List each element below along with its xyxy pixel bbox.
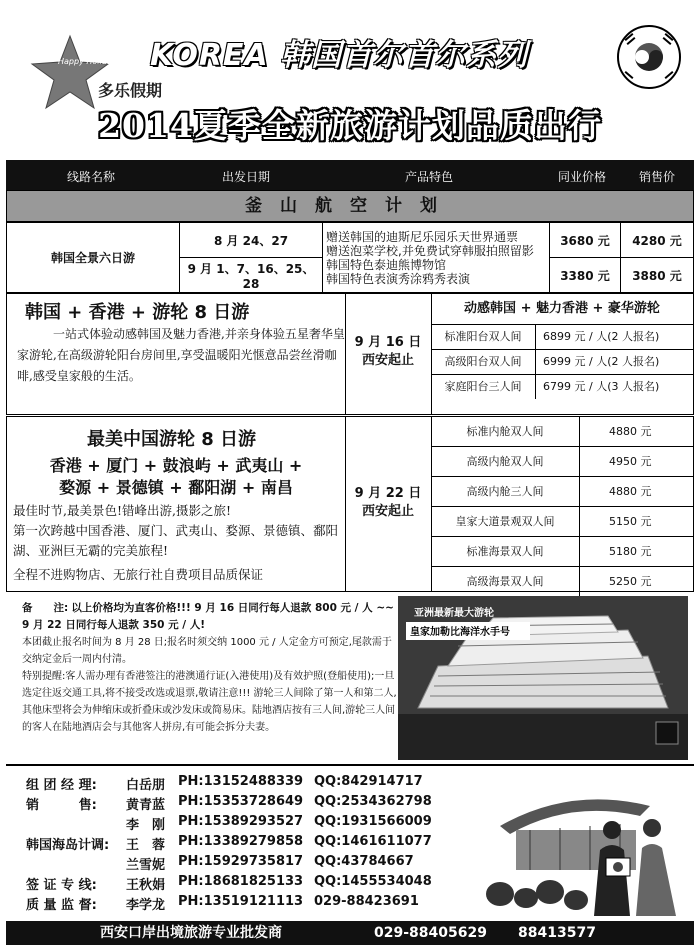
room-type: 标准内舱双人间 [431, 417, 580, 446]
col-peer-price: 同业价格 [557, 170, 606, 184]
col-retail-price: 销售价 [638, 170, 675, 184]
room-type: 高级内舱双人间 [431, 447, 580, 476]
list-item [431, 374, 693, 399]
list-item [431, 349, 693, 374]
contact-phone: PH:15389293527 [178, 814, 304, 829]
cruise2-route-2: 婺源 + 景德镇 + 鄱阳湖 + 南昌 [59, 478, 293, 497]
feature-item: 赠送泡菜学校,并免费试穿韩服拍照留影 [326, 243, 534, 258]
cruise-ship-image [398, 596, 688, 760]
contact-row [26, 894, 476, 914]
contact-row [26, 814, 476, 834]
notes [22, 600, 400, 736]
contact-role: 质 量 监 督: [26, 898, 97, 913]
contact-qq: QQ:43784667 [314, 854, 414, 869]
korea-flag-icon [616, 24, 682, 90]
notes-deadline: 本团截止报名时间为 8 月 28 日;报名时须交纳 1000 元 / 人定金方可预定,尾款需于交纳定金后一周内付清。 [22, 637, 392, 665]
cruise2-date: 9 月 22 日 [354, 486, 422, 501]
cruise2-title: 最美中国游轮 8 日游 [87, 429, 257, 450]
room-price: 5250 元 [609, 575, 652, 588]
cruise2-price-list [431, 416, 693, 596]
main-title: 2014夏季全新旅游计划品质出行 [98, 106, 602, 145]
contact-row [26, 874, 476, 894]
list-item [431, 446, 693, 476]
contact-phone: PH:13519121113 [178, 894, 304, 909]
contact-name: 李学龙 [126, 898, 166, 913]
contact-qq: 029-88423691 [314, 894, 419, 909]
contact-qq: QQ:1455534048 [314, 874, 432, 889]
cruise2-text-1: 最佳时节,最美景色!错峰出游,摄影之旅! [13, 503, 231, 518]
contact-role: 销 售: [26, 798, 97, 813]
contact-phone: PH:15353728649 [178, 794, 304, 809]
feature-item: 韩国特色泰迪熊博物馆 [326, 257, 447, 272]
contacts [26, 774, 476, 914]
room-type: 家庭阳台三人间 [431, 375, 536, 399]
list-item [431, 566, 693, 596]
notes-refund: 以上价格均为直客价格!!! 9 月 16 日同行每人退款 800 元 / 人 ~~ 9 月 22 日同行每人退款 350 元 / 人! [22, 602, 394, 631]
logo-name: 多乐假期 [98, 81, 163, 100]
contact-name: 王秋娟 [126, 878, 166, 893]
contact-role: 韩国海岛计调: [26, 838, 110, 853]
room-price: 4950 元 [609, 455, 652, 468]
room-price: 6899 元 / 人(2 人报名) [543, 330, 660, 343]
busan-table [6, 222, 694, 293]
contact-phone: PH:18681825133 [178, 874, 304, 889]
footer-company: 西安口岸出境旅游专业批发商 [100, 925, 282, 941]
busan-section-title: 釜山航空计划 [6, 190, 694, 222]
room-type: 高级内舱三人间 [431, 477, 580, 506]
cruise1-desc: 一站式体验动感韩国及魅力香港,并亲身体验五星奢华皇家游轮,在高级游轮阳台房间里,享受温暖阳光惬意品尝丝滑咖啡,感受皇家般的生活。 [17, 327, 345, 383]
contact-name: 李 刚 [126, 818, 166, 833]
contact-role: 组 团 经 理: [26, 778, 97, 793]
busan-date-1: 8 月 24、27 [180, 223, 323, 258]
contact-qq: QQ:1461611077 [314, 834, 432, 849]
list-item [431, 324, 693, 349]
table-header [6, 160, 694, 190]
cruise1-departure [345, 334, 431, 370]
cruise1-date: 9 月 16 日 [354, 335, 422, 350]
contact-row [26, 834, 476, 854]
contact-qq: QQ:2534362798 [314, 794, 432, 809]
room-price: 6799 元 / 人(3 人报名) [543, 380, 660, 393]
cruise2-route-1: 香港 + 厦门 + 鼓浪屿 + 武夷山 + [49, 456, 303, 475]
col-feature: 产品特色 [404, 170, 453, 184]
busan-date-2: 9 月 1、7、16、25、28 [180, 258, 323, 293]
room-type: 标准阳台双人间 [431, 325, 536, 349]
room-type: 高级海景双人间 [431, 567, 580, 596]
busan-features [323, 223, 550, 293]
korean-palace-image [480, 766, 690, 922]
busan-peer-2: 3380 元 [550, 258, 621, 293]
cruise2-text-2: 第一次跨越中国香港、厦门、武夷山、婺源、景德镇、鄱阳湖、亚洲巨无霸的完美旅程! [13, 523, 339, 558]
room-price: 5180 元 [609, 545, 652, 558]
ship-banner: 亚洲最新最大游轮 [414, 608, 494, 619]
room-price: 6999 元 / 人(2 人报名) [543, 355, 660, 368]
contact-name: 黄青蓝 [126, 798, 166, 813]
contact-qq: QQ:1931566009 [314, 814, 432, 829]
room-price: 5150 元 [609, 515, 652, 528]
contact-name: 兰雪妮 [126, 858, 166, 873]
feature-item: 韩国特色表演秀涂鸦秀表演 [326, 271, 471, 286]
list-item [431, 476, 693, 506]
busan-peer-1: 3680 元 [550, 223, 621, 258]
room-type: 高级阳台双人间 [431, 350, 536, 374]
cruise2-departure [345, 485, 431, 521]
cruise1-block [6, 293, 694, 415]
cruise2-text-3: 全程不进购物店、无旅行社自费项目品质保证 [13, 567, 264, 582]
ship-name: 皇家加勒比海洋水手号 [410, 627, 510, 638]
busan-route: 韩国全景六日游 [7, 223, 180, 293]
col-date: 出发日期 [221, 170, 270, 184]
list-item [431, 416, 693, 446]
busan-retail-1: 4280 元 [621, 223, 694, 258]
footer-bar [6, 921, 694, 945]
contact-phone: PH:13389279858 [178, 834, 304, 849]
busan-retail-2: 3880 元 [621, 258, 694, 293]
cruise2-origin: 西安起止 [361, 504, 414, 519]
room-price: 4880 元 [609, 485, 652, 498]
contact-row [26, 854, 476, 874]
contact-qq: QQ:842914717 [314, 774, 423, 789]
footer-phone-2: 88413577 [518, 925, 596, 941]
contact-row [26, 774, 476, 794]
contact-name: 白岳朋 [126, 778, 166, 793]
cruise1-price-list [431, 324, 693, 399]
logo-small-text: Happy Holiday [58, 57, 117, 66]
contact-name: 王 蓉 [126, 838, 166, 853]
list-item [431, 536, 693, 566]
korea-line: KOREA 韩国首尔首尔系列 [150, 38, 529, 73]
feature-item: 赠送韩国的迪斯尼乐园乐天世界通票 [326, 229, 519, 244]
notes-reminder: 特别提醒:客人需办理有香港签注的港澳通行证(入港使用)及有效护照(登船使用);一旦选定往返交通工具,将不接受改选或退票,敬请注意!!! 游轮三人间除了第一人和第二人,其他床型将会为伸缩床或折叠床或沙发床或简易床。陆地酒店按有三人间,游轮三人间的客人在陆地酒店会与其他客人拼房,有可能会拆分夫妻。 [22, 671, 397, 733]
room-price: 4880 元 [609, 425, 652, 438]
col-route: 线路名称 [66, 170, 115, 184]
list-item [431, 506, 693, 536]
cruise1-head: 动感韩国 + 魅力香港 + 豪华游轮 [464, 301, 660, 316]
notes-1 [22, 600, 400, 634]
footer-phone-1: 029-88405629 [374, 925, 487, 941]
contact-row [26, 794, 476, 814]
contact-phone: PH:13152488339 [178, 774, 304, 789]
contact-phone: PH:15929735817 [178, 854, 304, 869]
cruise1-title: 韩国 + 香港 + 游轮 8 日游 [25, 302, 250, 323]
cruise1-origin: 西安起止 [361, 353, 414, 368]
room-type: 皇家大道景观双人间 [431, 507, 580, 536]
room-type: 标准海景双人间 [431, 537, 580, 566]
contact-role: 签 证 专 线: [26, 878, 97, 893]
cruise2-block [6, 416, 694, 592]
notes-label: 备 注: [22, 602, 69, 614]
